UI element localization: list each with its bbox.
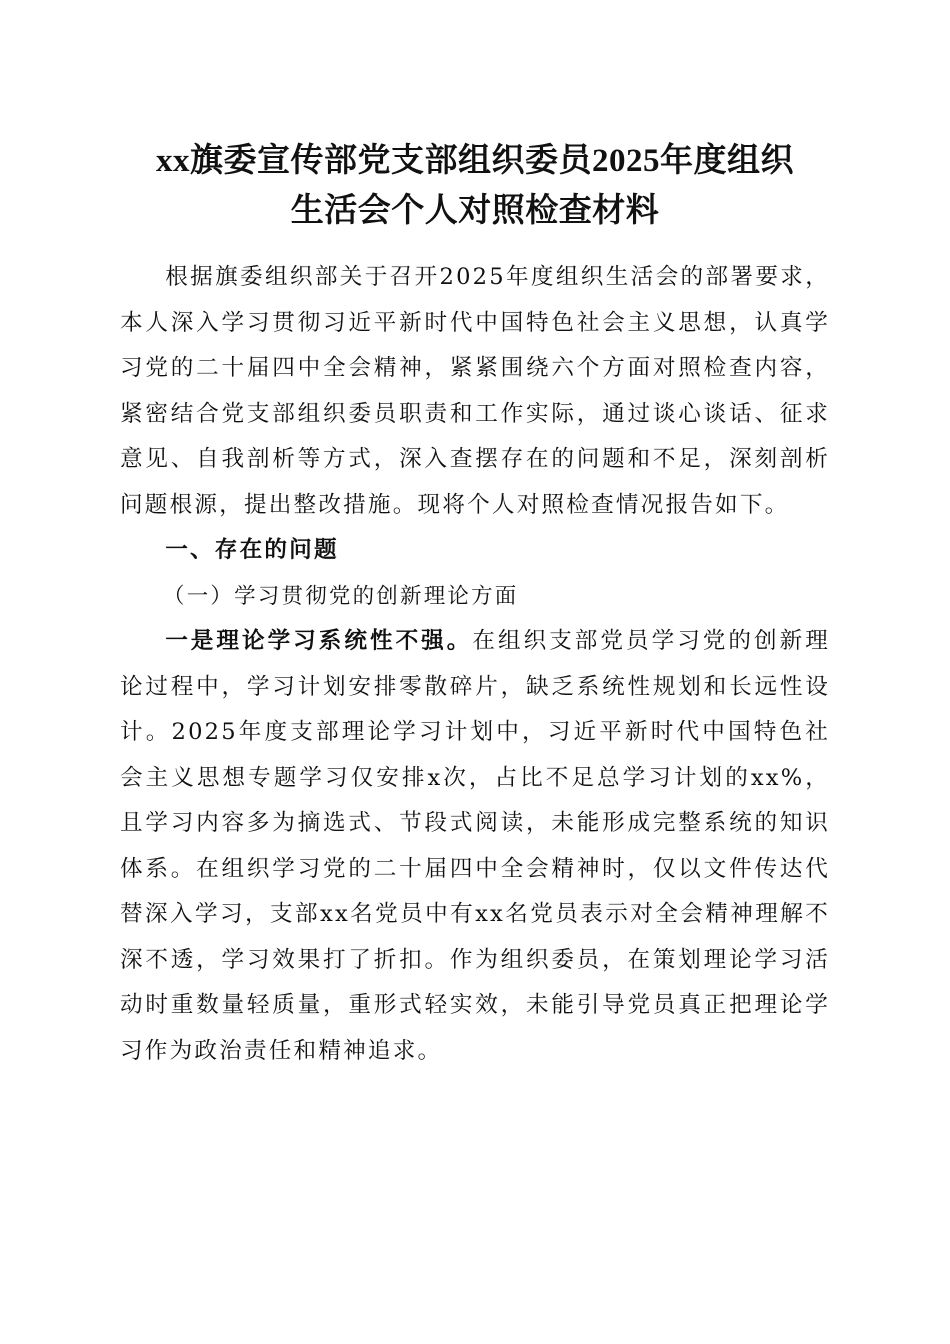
document-body bbox=[120, 255, 830, 1074]
title-line-1: xx旗委宣传部党支部组织委员2025年度组织 bbox=[156, 143, 794, 179]
title-line-2: 生活会个人对照检查材料 bbox=[290, 193, 660, 229]
point-1-lead: 一是理论学习系统性不强。 bbox=[165, 628, 473, 654]
point-1-text: 在组织支部党员学习党的创新理论过程中，学习计划安排零散碎片，缺乏系统性规划和长远性设计。2025年度支部理论学习计划中，习近平新时代中国特色社会主义思想专题学习仅安排x次，占比不足总学习计划的xx%，且学习内容多为摘选式、节段式阅读，未能形成完整系统的知识体系。在组织学习党的二十届四中全会精神时，仅以文件传达代替深入学习，支部xx名党员中有xx名党员表示对全会精神理解不深不透，学习效果打了折扣。作为组织委员，在策划理论学习活动时重数量轻质量，重形式轻实效，未能引导党员真正把理论学习作为政治责任和精神追求。 bbox=[120, 628, 830, 1064]
section-heading-problems: 一、存在的问题 bbox=[165, 537, 339, 563]
document-title bbox=[100, 136, 850, 236]
intro-paragraph: 根据旗委组织部关于召开2025年度组织生活会的部署要求，本人深入学习贯彻习近平新时代中国特色社会主义思想，认真学习党的二十届四中全会精神，紧紧围绕六个方面对照检查内容，紧密结合党支部组织委员职责和工作实际，通过谈心谈话、征求意见、自我剖析等方式，深入查摆存在的问题和不足，深刻剖析问题根源，提出整改措施。现将个人对照检查情况报告如下。 bbox=[120, 264, 830, 518]
point-paragraph-1 bbox=[120, 619, 830, 1074]
subsection-heading-theory: （一）学习贯彻党的创新理论方面 bbox=[163, 583, 519, 609]
